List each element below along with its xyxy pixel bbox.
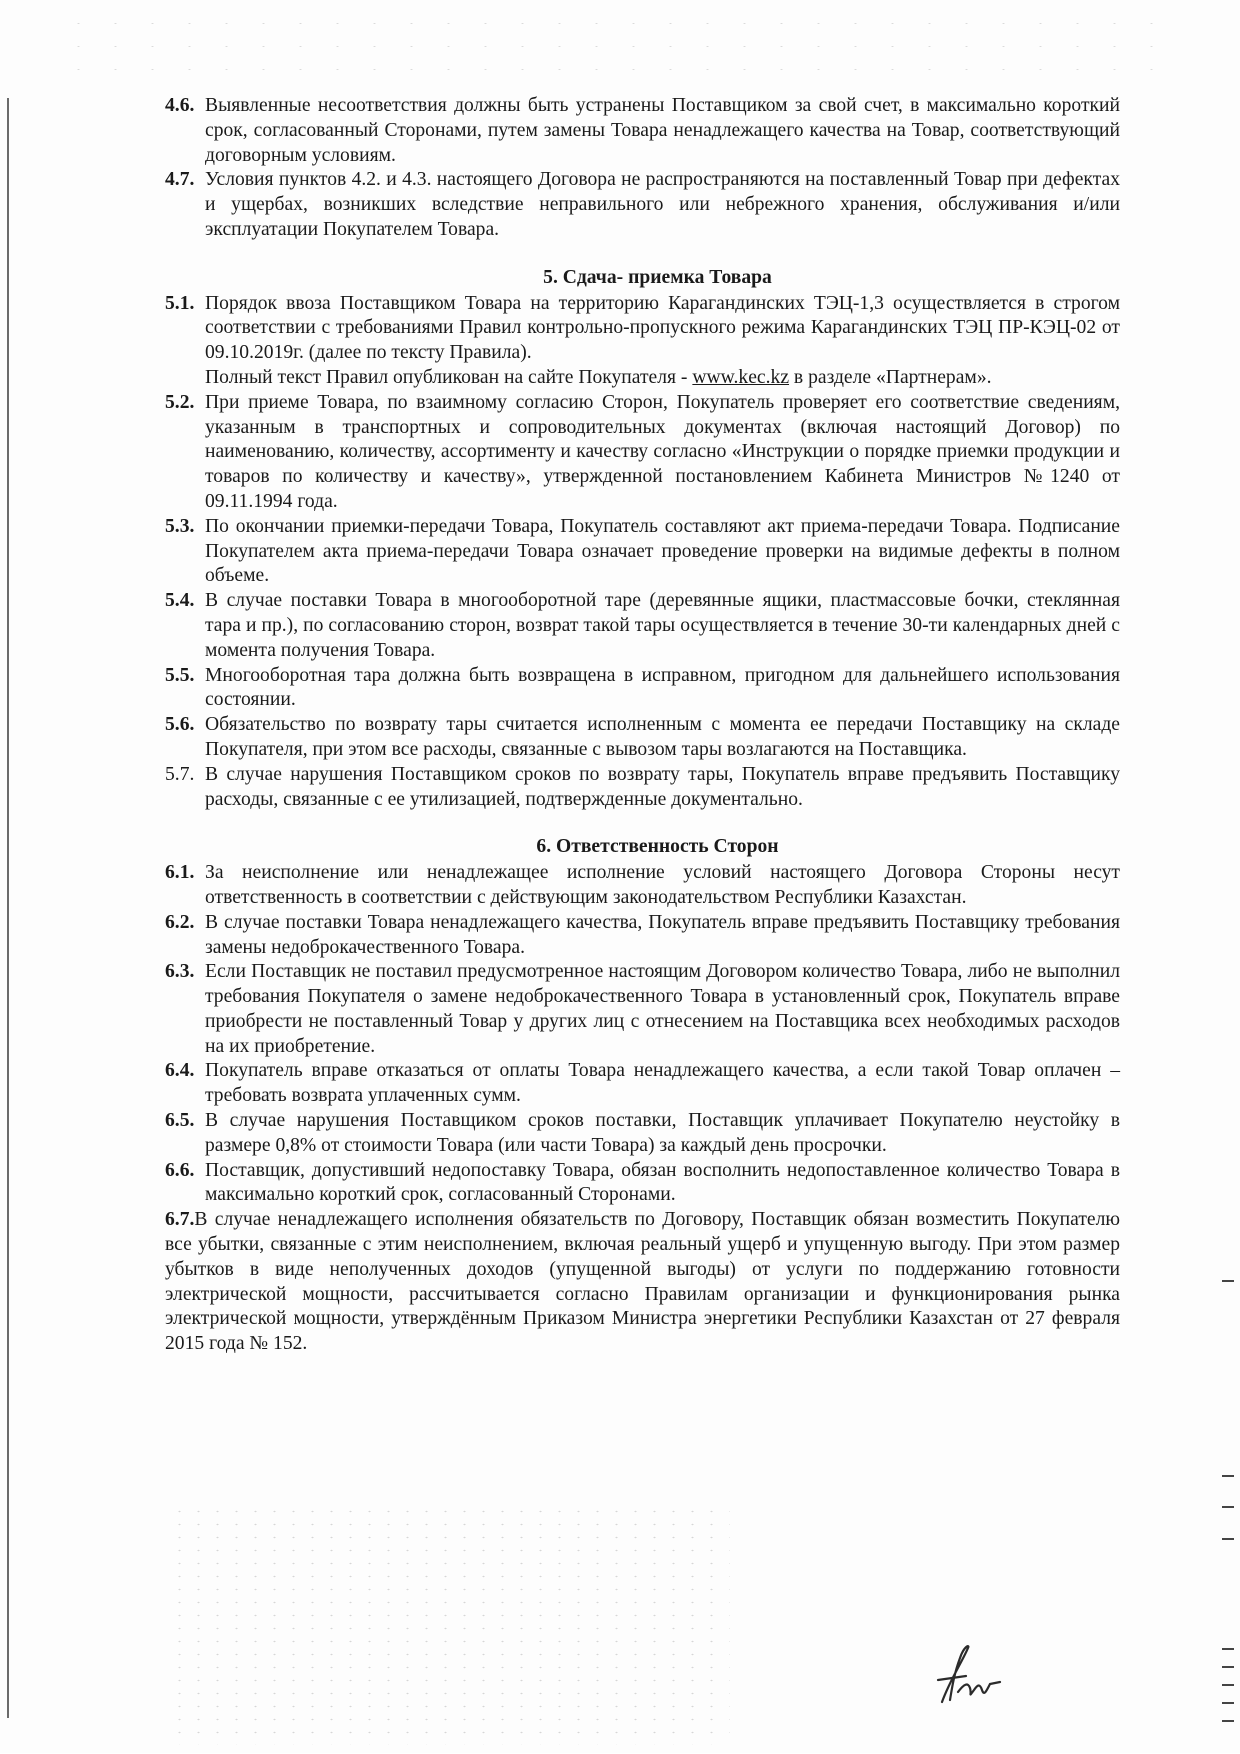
clause-text: В случае поставки Товара в многооборотной таре (деревянные ящики, пластмассовые бочки, стеклянная тара и пр.), по согласованию сторон, возврат такой тары осуществляется в течение 30-ти календарных дней с момента получения Товара. xyxy=(205,590,1120,661)
clause-text-part: в разделе «Партнерам». xyxy=(789,366,992,388)
clause-text: Если Поставщик не поставил предусмотренное настоящим Договором количество Товара, либо не выполнил требования Покупателя о замене недоброкачественного Товара в установленный срок, Покупатель вправе приобрести не поставленный Товар у других лиц с отнесением на Поставщика всех необходимых расходов на их приобретение. xyxy=(205,961,1120,1057)
clause-text: По окончании приемки-передачи Товара, Покупатель составляют акт приема-передачи Товара. Подписание Покупателем акта приема-передачи Товара означает проведение проверки на видимые дефекты в полном объеме. xyxy=(205,515,1120,587)
scan-noise-top xyxy=(60,12,1180,82)
clause-number: 4.6. xyxy=(165,95,195,116)
clause-5-6 xyxy=(165,713,1120,763)
clause-number: 6.5. xyxy=(165,1110,195,1132)
clause-number: 6.3. xyxy=(165,961,195,983)
signature-icon xyxy=(928,1640,1008,1710)
clause-6-4 xyxy=(165,1059,1120,1109)
clause-text: Выявленные несоответствия должны быть устранены Поставщиком за свой счет, в максимально короткий срок, согласованный Сторонами, путем замены Товара ненадлежащего качества на Товар, соответствующий договорным условиям. xyxy=(205,95,1120,166)
clause-number: 5.4. xyxy=(165,590,195,612)
section-heading-5: 5. Сдача- приемка Товара xyxy=(543,266,772,288)
clause-5-3 xyxy=(165,515,1120,589)
scan-noise-bottom xyxy=(170,1505,730,1745)
clause-6-6 xyxy=(165,1159,1120,1209)
clause-text: Многооборотная тара должна быть возвращена в исправном, пригодном для дальнейшего использования состоянии. xyxy=(205,664,1120,711)
clause-6-5 xyxy=(165,1109,1120,1159)
clause-5-5 xyxy=(165,664,1120,714)
clause-5-2 xyxy=(165,391,1120,515)
clause-6-7 xyxy=(165,1208,1120,1357)
clause-4-6 xyxy=(165,94,1120,168)
clause-4-7 xyxy=(165,168,1120,242)
clause-number: 6.1. xyxy=(165,862,195,884)
clause-number: 6.2. xyxy=(165,911,195,933)
clause-number: 5.5. xyxy=(165,664,195,686)
scan-edge-line xyxy=(7,98,9,1718)
clause-text: Покупатель вправе отказаться от оплаты Товара ненадлежащего качества, а если такой Товар оплачен – требовать возврата уплаченных сумм. xyxy=(205,1060,1120,1107)
clause-text: Обязательство по возврату тары считается исполненным с момента ее передачи Поставщику на складе Покупателя, при этом все расходы, связанные с вывозом тары возлагаются на Поставщика. xyxy=(205,714,1120,760)
clause-6-1 xyxy=(165,861,1120,911)
section-heading-6: 6. Ответственность Сторон xyxy=(536,836,779,858)
clause-text: В случае нарушения Поставщиком сроков по возврату тары, Покупатель вправе предъявить Поставщику расходы, связанные с ее утилизацией, подтвержденные документально. xyxy=(205,763,1120,810)
clause-text: В случае нарушения Поставщиком сроков поставки, Поставщик уплачивает Покупателю неустойку в размере 0,8% от стоимости Товара (или части Товара) за каждый день просрочки. xyxy=(205,1110,1120,1156)
clause-text: В случае ненадлежащего исполнения обязательств по Договору, Поставщик обязан возместить Покупателю все убытки, связанные с этим неисполнением, включая реальный ущерб и упущенную выгоду. При этом размер убытков в виде неполученных доходов (упущенной выгоды) от услуги по поддержанию готовности электрической мощности, рассчитывается согласно Правилам организации и функционирования рынка электрической мощности, утверждённым Приказом Министра энергетики Республики Казахстан от 27 февраля 2015 года № 152. xyxy=(165,1209,1120,1355)
clause-5-1 xyxy=(165,292,1120,391)
document-body xyxy=(165,94,1120,1357)
binding-marks xyxy=(1222,1280,1236,1740)
clause-5-7 xyxy=(165,763,1120,813)
clause-text-part: Полный текст Правил опубликован на сайте Покупателя - xyxy=(205,366,693,388)
clause-text: Порядок ввоза Поставщиком Товара на территорию Карагандинских ТЭЦ-1,3 осуществляется в строгом соответствии с требованиями Правил контрольно-пропускного режима Карагандинских ТЭЦ ПР-КЭЦ-02 от 09.10.2019г. (далее по тексту Правила). xyxy=(205,292,1120,364)
clause-number: 6.7. xyxy=(165,1209,195,1231)
clause-number: 5.1. xyxy=(165,292,195,314)
clause-6-3 xyxy=(165,960,1120,1059)
clause-number: 5.2. xyxy=(165,391,195,413)
clause-number: 5.6. xyxy=(165,714,195,736)
clause-text: За неисполнение или ненадлежащее исполнение условий настоящего Договора Стороны несут ответственность в соответствии с действующим законодательством Республики Казахстан. xyxy=(205,862,1120,908)
clause-6-2 xyxy=(165,911,1120,961)
clause-number: 6.6. xyxy=(165,1159,195,1181)
clause-number: 5.3. xyxy=(165,515,195,537)
clause-text-continued xyxy=(205,366,1120,391)
website-link[interactable]: www.kec.kz xyxy=(692,366,790,388)
clause-text: При приеме Товара, по взаимному согласию Сторон, Покупатель проверяет его соответствие сведениям, указанным в транспортных и сопроводительных документах (включая настоящий Договор) по наименованию, количеству, ассортименту и качеству согласно «Инструкции о порядке приемки продукции и товаров по количеству и качеству», утвержденной постановлением Кабинета Министров №1240 от 09.11.1994 года. xyxy=(205,391,1120,512)
clause-text: Поставщик, допустивший недопоставку Товара, обязан восполнить недопоставленное количество Товара в максимально короткий срок, согласованный Сторонами. xyxy=(205,1159,1120,1206)
clause-number: 5.7. xyxy=(165,763,195,785)
clause-text: В случае поставки Товара ненадлежащего качества, Покупатель вправе предъявить Поставщику требования замены недоброкачественного Товара. xyxy=(205,911,1120,958)
clause-number: 4.7. xyxy=(165,169,195,191)
clause-5-4 xyxy=(165,589,1120,663)
clause-number: 6.4. xyxy=(165,1060,195,1082)
clause-text: Условия пунктов 4.2. и 4.3. настоящего Договора не распространяются на поставленный Товар при дефектах и ущербах, возникших вследствие неправильного или небрежного хранения, обслуживания и/или эксплуатации Покупателем Товара. xyxy=(205,169,1120,240)
